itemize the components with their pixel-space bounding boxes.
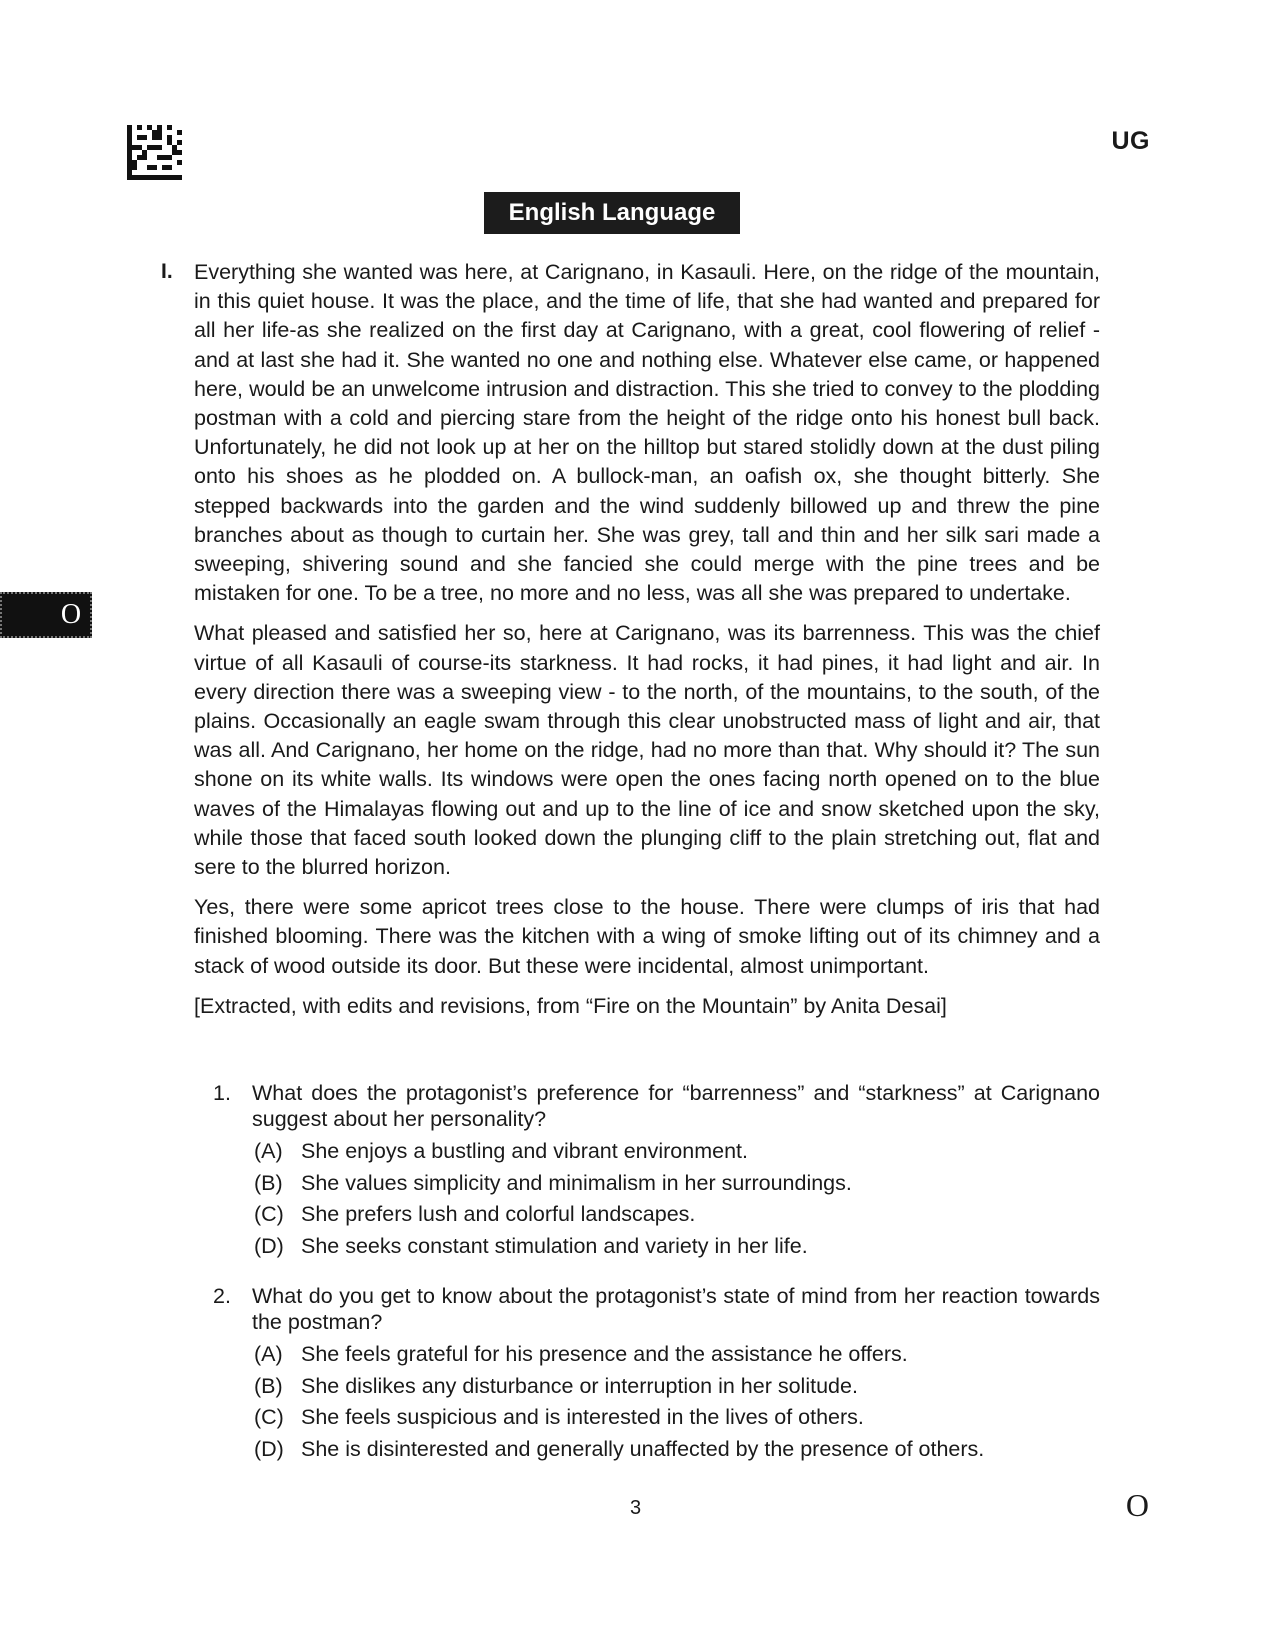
option-text: She is disinterested and generally unaffected by the presence of others. (301, 1436, 985, 1461)
option-label: (C) (254, 1202, 284, 1226)
question-number: 2. (213, 1284, 231, 1308)
option-label: (C) (254, 1405, 284, 1429)
passage-number: I. (161, 260, 173, 283)
option-text: She feels grateful for his presence and the assistance he offers. (301, 1342, 908, 1366)
option-label: (A) (254, 1342, 283, 1366)
datamatrix-code-icon (127, 125, 182, 180)
option-text: She seeks constant stimulation and variety in her life. (301, 1233, 808, 1258)
question-text: What do you get to know about the protagonist’s state of mind from her reaction towards the postman? (252, 1284, 1100, 1334)
set-tab-marker (0, 592, 92, 638)
option-label: (D) (254, 1233, 284, 1258)
section-title: English Language (484, 192, 740, 234)
question-text: What does the protagonist’s preference for “barrenness” and “starkness” at Carignano suggest about her personality? (252, 1081, 1100, 1131)
series-code: UG (1111, 127, 1150, 155)
option-label: (D) (254, 1436, 284, 1461)
option-label: (A) (254, 1139, 283, 1163)
answer-option[interactable] (254, 1434, 1100, 1466)
question-item (213, 1283, 1100, 1465)
set-tab-letter: O (60, 599, 82, 630)
option-list (213, 1339, 1100, 1465)
question-list (213, 1080, 1100, 1486)
question-item (213, 1080, 1100, 1262)
option-text: She prefers lush and colorful landscapes. (301, 1202, 696, 1226)
answer-option[interactable] (254, 1402, 1100, 1434)
passage-source: [Extracted, with edits and revisions, from “Fire on the Mountain” by Anita Desai] (194, 993, 947, 1018)
answer-option[interactable] (254, 1371, 1100, 1403)
passage-paragraph: What pleased and satisfied her so, here at Carignano, was its barrenness. This was the chief virtue of all Kasauli of course-its starkness. It had rocks, it had pines, it had light and air. In every direction there was a sweeping view - to the north, of the mountains, to the south, of the plains. Occasionally an eagle swam through this clear unobstructed mass of light and air, that was all. And Carignano, her home on the ridge, had no more than that. Why should it? The sun shone on its white walls. Its windows were open the ones facing north opened on to the blue waves of the Himalayas flowing out and up to the line of ice and snow sketched upon the sky, while those that faced south looked down the plunging cliff to the plain stretching out, flat and sere to the blurred horizon. (194, 621, 1100, 880)
set-letter-footer: O (1125, 1487, 1149, 1523)
option-label: (B) (254, 1170, 283, 1195)
option-label: (B) (254, 1373, 283, 1398)
option-text: She feels suspicious and is interested in the lives of others. (301, 1405, 864, 1429)
passage-paragraph: Everything she wanted was here, at Carignano, in Kasauli. Here, on the ridge of the mountain, in this quiet house. It was the place, and the time of life, that she had wanted and prepared for all her life-as she realized on the first day at Carignano, with a great, cool flowering of relief - and at last she had it. She wanted no one and nothing else. Whatever else came, or happened here, would be an unwelcome intrusion and distraction. This she tried to convey to the plodding postman with a cold and piercing stare from the height of the ridge onto his honest bull back. Unfortunately, he did not look up at her on the hilltop but stared stolidly down at the dust piling onto his shoes as he plodded on. A bullock-man, an oafish ox, she thought bitterly. She stepped backwards into the garden and the wind suddenly billowed up and threw the pine branches about as though to curtain her. She was grey, tall and thin and her silk sari made a sweeping, shivering sound and she fancied she could merge with the pine trees and be mistaken for one. To be a tree, no more and no less, was all she was prepared to undertake. (194, 260, 1100, 606)
passage-paragraph: Yes, there were some apricot trees close to the house. There were clumps of iris that had finished blooming. There was the kitchen with a wing of smoke lifting out of its chimney and a stack of wood outside its door. But these were incidental, almost unimportant. (194, 895, 1100, 978)
option-text: She values simplicity and minimalism in her surroundings. (301, 1170, 852, 1195)
reading-passage (194, 258, 1100, 1032)
answer-option[interactable] (254, 1339, 1100, 1371)
answer-option[interactable] (254, 1168, 1100, 1200)
option-list (213, 1136, 1100, 1262)
option-text: She dislikes any disturbance or interruption in her solitude. (301, 1373, 858, 1398)
question-number: 1. (213, 1081, 231, 1105)
answer-option[interactable] (254, 1136, 1100, 1168)
answer-option[interactable] (254, 1199, 1100, 1231)
answer-option[interactable] (254, 1231, 1100, 1263)
page-number: 3 (630, 1497, 642, 1519)
option-text: She enjoys a bustling and vibrant environment. (301, 1139, 748, 1163)
